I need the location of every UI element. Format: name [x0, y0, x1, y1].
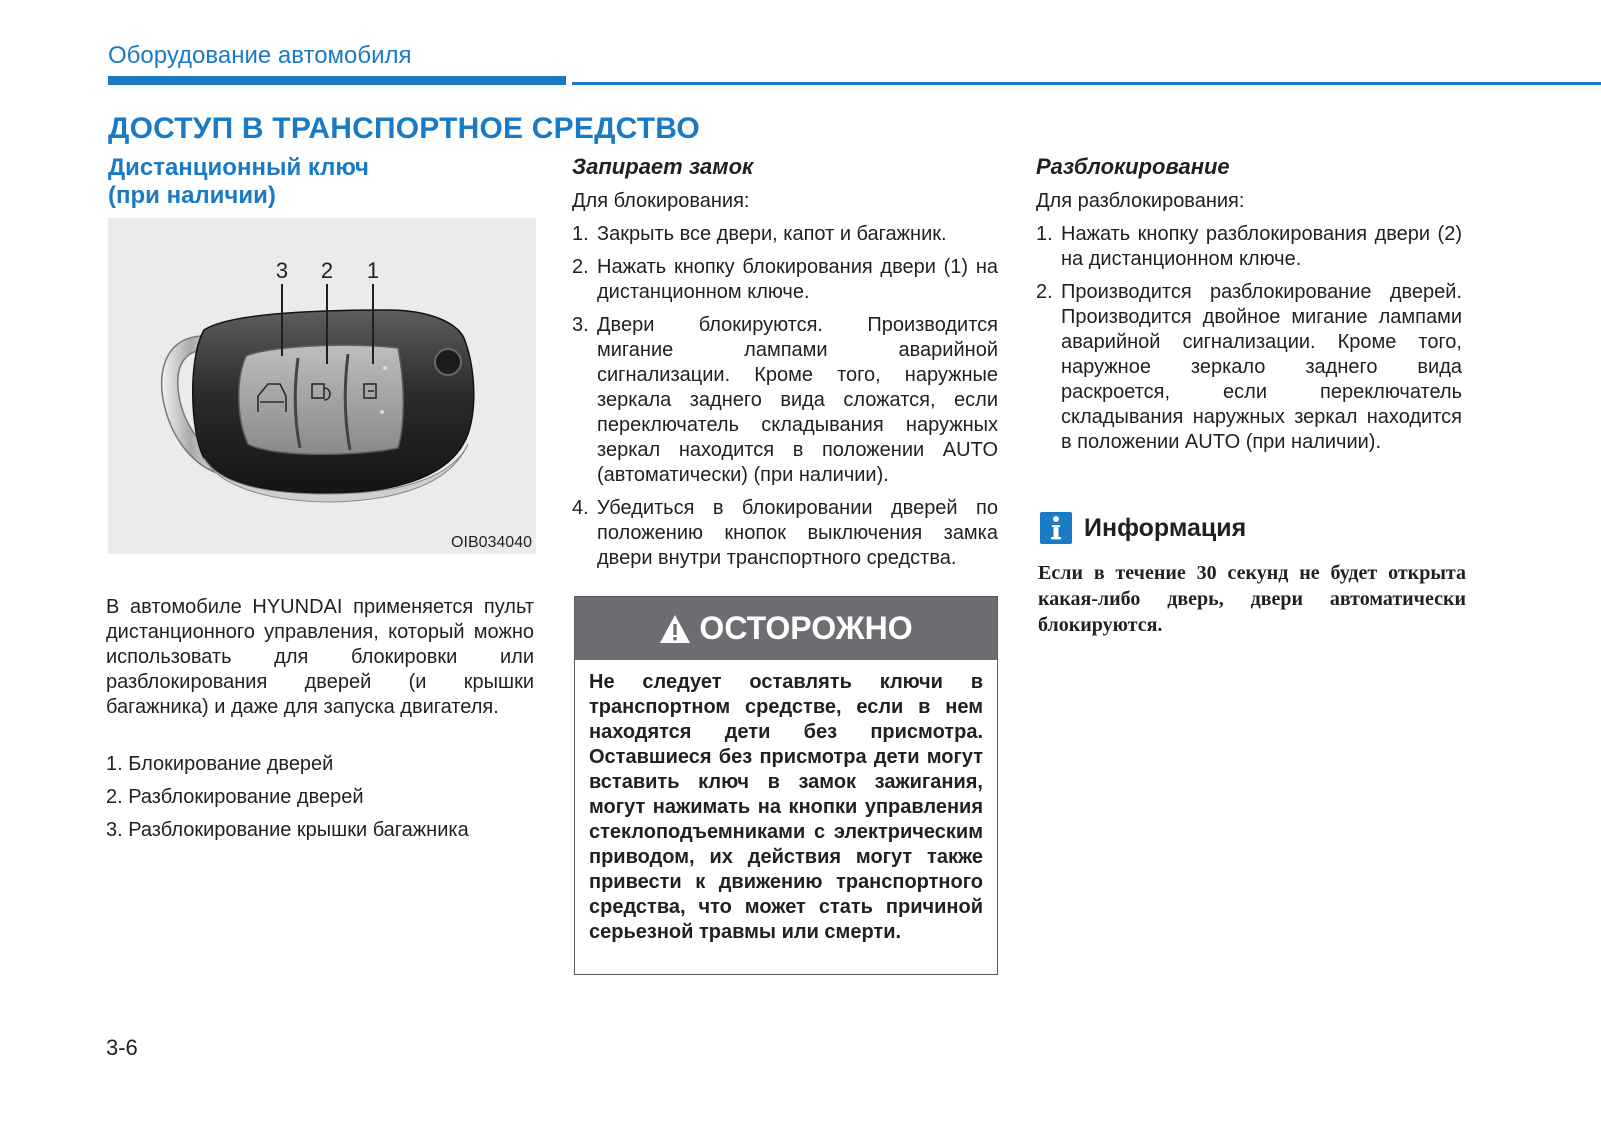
list-item [1036, 280, 1462, 455]
remote-key-heading-line1: Дистанционный ключ [108, 154, 369, 181]
unlock-lead: Для разблокирования: [1036, 190, 1245, 212]
header-rule-thin [572, 82, 1601, 85]
lock-lead: Для блокирования: [572, 190, 750, 212]
warning-icon [659, 614, 691, 644]
step-number: 1. [572, 223, 589, 245]
step-number: 2. [572, 256, 589, 278]
list-item: 1. Блокирование дверей [106, 753, 334, 775]
list-item: 3. Разблокирование крышки багажника [106, 819, 469, 841]
info-heading [1040, 512, 1246, 544]
info-text: Если в течение 30 секунд не будет открыта какая-либо дверь, двери автоматически блокируются. [1038, 562, 1466, 636]
callout-number: 2 [320, 258, 334, 283]
step-number: 2. [1036, 281, 1053, 303]
fold-release-button [435, 349, 461, 375]
info-icon [1040, 512, 1072, 544]
step-text: Производится разблокирование дверей. Производится двойное мигание лампами аварийной сигнализации. Кроме того, наружное зеркало заднего вида раскроется, если переключатель складывания наружных зеркал находится в положении AUTO (при наличии). [1061, 281, 1462, 453]
section-label: Оборудование автомобиля [108, 42, 412, 69]
warning-box [574, 596, 998, 975]
remote-key-heading-line2: (при наличии) [108, 182, 276, 209]
step-text: Закрыть все двери, капот и багажник. [597, 223, 947, 245]
list-item [572, 313, 998, 488]
lock-steps [572, 222, 998, 579]
page-number: 3-6 [106, 1035, 138, 1060]
unlock-steps [1036, 222, 1462, 463]
step-number: 1. [1036, 223, 1053, 245]
list-item [572, 255, 998, 305]
step-text: Нажать кнопку разблокирования двери (2) на дистанционном ключе. [1061, 223, 1462, 270]
remote-key-figure [108, 218, 536, 554]
lock-heading: Запирает замок [572, 154, 754, 179]
remote-key-illustration [108, 218, 536, 554]
list-item [1036, 222, 1462, 272]
step-text: Убедиться в блокировании дверей по положению кнопок выключения замка двери внутри транспортного средства. [597, 497, 998, 569]
unlock-heading: Разблокирование [1036, 154, 1230, 179]
callout-number: 3 [275, 258, 289, 283]
button-legend-list [106, 752, 534, 851]
list-item [572, 222, 998, 247]
remote-key-heading [108, 154, 369, 210]
step-text: Двери блокируются. Производится мигание лампами аварийной сигнализации. Кроме того, наружные зеркала заднего вида сложатся, если переключатель складывания наружных зеркал находится в положении AUTO (автоматически) (при наличии). [597, 314, 998, 486]
callout-number: 1 [366, 258, 380, 283]
step-number: 4. [572, 497, 589, 519]
info-title: Информация [1084, 513, 1247, 542]
indicator-dot [383, 366, 387, 370]
indicator-dot [380, 410, 384, 414]
button-pad [239, 345, 404, 454]
page-title: ДОСТУП В ТРАНСПОРТНОЕ СРЕДСТВО [108, 112, 700, 145]
warning-header [575, 597, 997, 660]
step-number: 3. [572, 314, 589, 336]
header-rule-thick [108, 76, 566, 85]
list-item [572, 496, 998, 571]
step-text: Нажать кнопку блокирования двери (1) на дистанционном ключе. [597, 256, 998, 303]
intro-paragraph: В автомобиле HYUNDAI применяется пульт дистанционного управления, который можно использовать для блокировки или разблокирования дверей (и крышки багажника) и даже для запуска двигателя. [106, 596, 534, 718]
figure-code: OIB034040 [451, 534, 532, 551]
warning-text: Не следует оставлять ключи в транспортном средстве, если в нем находятся дети без присмотра. Оставшиеся без присмотра дети могут вставить ключ в замок зажигания, могут нажимать на кнопки управления стеклоподъемниками с электрическим приводом, их действия могут также привести к движению транспортного средства, что может стать причиной серьезной травмы или смерти. [589, 671, 983, 943]
list-item: 2. Разблокирование дверей [106, 786, 364, 808]
warning-title: ОСТОРОЖНО [699, 610, 913, 646]
